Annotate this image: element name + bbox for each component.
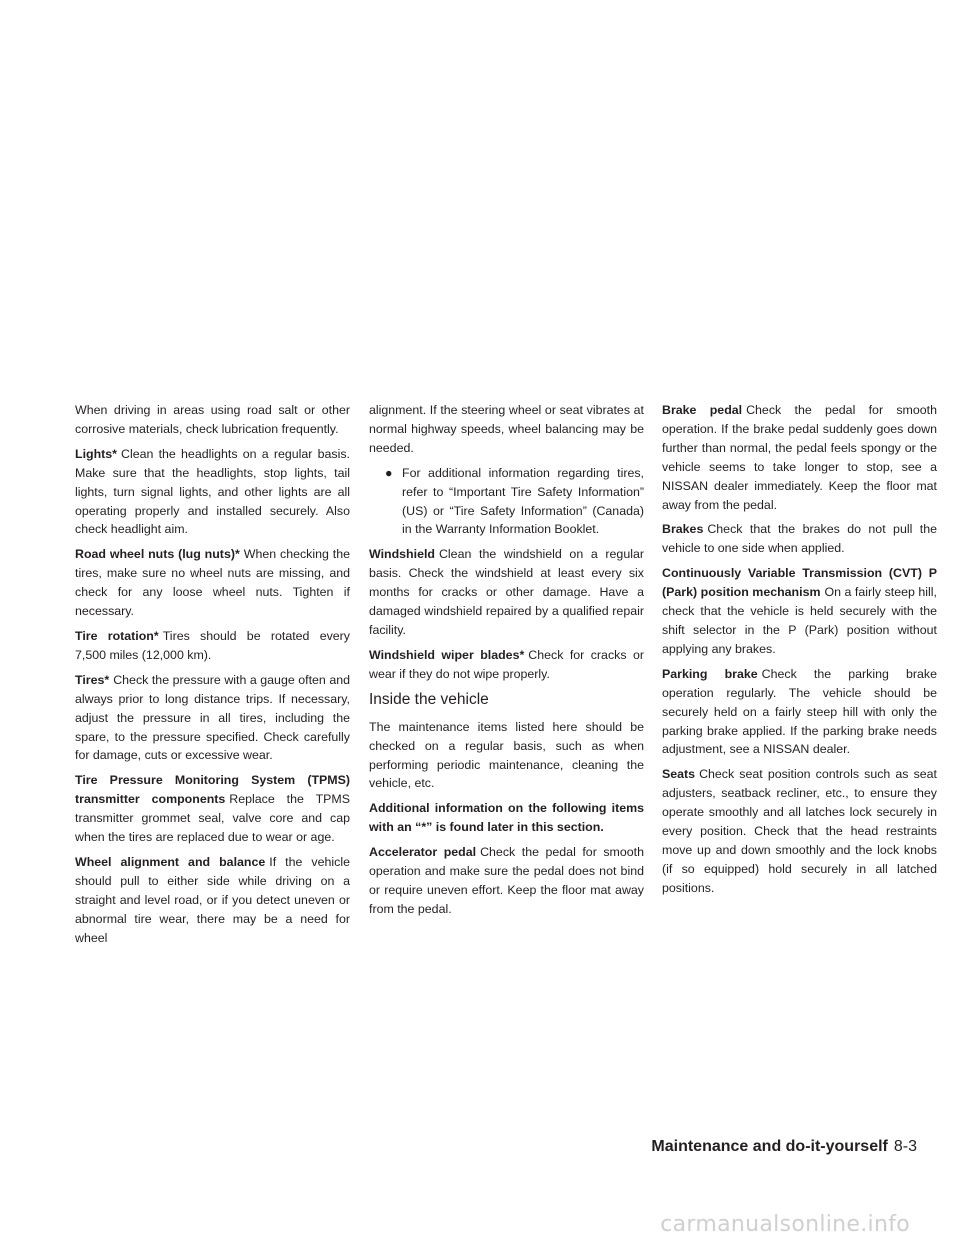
section-intro: The maintenance items listed here should be checked on a regular basis, such as when performing periodic maintenance, cleaning the vehicle, etc.: [369, 719, 644, 791]
item-tpms: [75, 771, 350, 847]
item-text: Check the pressure with a gauge often and always prior to long distance trips. If necessary, adjust the pressure in all tires, including the spare, to the pressure specified. Check carefully for damage, cuts or excessive wear.: [75, 672, 350, 763]
continued-paragraph: alignment. If the steering wheel or seat vibrates at normal highway speeds, wheel balancing may be needed.: [369, 403, 644, 455]
item-heading: Windshield: [369, 547, 435, 562]
item-tire-rotation: [75, 627, 350, 665]
item-text: Check the parking brake operation regularly. The vehicle should be securely held on a fairly steep hill with only the parking brake applied. If the parking brake needs adjustment, see a NISSAN dealer.: [662, 666, 937, 757]
item-heading: Windshield wiper blades*: [369, 647, 525, 662]
item-text: Replace the TPMS transmitter grommet seal, valve core and cap when the tires are replaced due to wear or age.: [75, 792, 350, 845]
item-heading: Seats: [662, 767, 696, 782]
column-3: [662, 401, 937, 904]
item-cvt-park: [662, 564, 937, 659]
page-footer: [651, 1138, 917, 1156]
bullet-icon: ●: [385, 465, 393, 480]
item-tires: [75, 671, 350, 766]
watermark: carmanualsonline.info: [660, 1212, 910, 1237]
item-heading: Wheel alignment and balance: [75, 854, 266, 869]
page-number: 8-3: [893, 1138, 917, 1155]
item-heading: Parking brake: [662, 666, 758, 681]
item-heading: Accelerator pedal: [369, 845, 477, 860]
asterisk-note: Additional information on the following items with an “*” is found later in this section.: [369, 801, 644, 835]
item-text: Clean the headlights on a regular basis. Make sure that the headlights, stop lights, tail lights, turn signal lights, and other lights are all operating properly and installed securely. Also check headlight aim.: [75, 446, 350, 537]
intro-paragraph: When driving in areas using road salt or other corrosive materials, check lubrication frequently.: [75, 403, 350, 436]
section-title: Maintenance and do-it-yourself: [651, 1138, 888, 1155]
item-text: Check the pedal for smooth operation and make sure the pedal does not bind or require uneven effort. Keep the floor mat away from the pedal.: [369, 845, 644, 916]
item-text: Check seat position controls such as seat adjusters, seatback recliner, etc., to ensure they operate smoothly and all latches lock securely in every position. Check that the head restraints move up and down smoothly and the lock knobs (if so equipped) hold securely in all latched positions.: [662, 767, 937, 895]
item-text: Check the pedal for smooth operation. If the brake pedal suddenly goes down further than normal, the pedal feels spongy or the vehicle seems to take longer to stop, see a NISSAN dealer immediately. Keep the floor mat away from the pedal.: [662, 403, 937, 512]
item-lights: [75, 445, 350, 540]
item-heading: Tire rotation*: [75, 628, 159, 643]
item-wiper-blades: [369, 646, 644, 684]
section-heading: Inside the vehicle: [369, 690, 489, 708]
item-heading: Tires*: [75, 672, 110, 687]
item-heading: Lights*: [75, 446, 117, 461]
item-text: Check that the brakes do not pull the vehicle to one side when applied.: [662, 522, 937, 556]
item-text: On a fairly steep hill, check that the vehicle is held securely with the shift selector in the P (Park) position without applying any brakes.: [662, 585, 937, 656]
item-parking-brake: [662, 665, 937, 760]
item-wheel-alignment: [75, 853, 350, 948]
column-2: [369, 401, 644, 925]
item-heading: Brakes: [662, 522, 704, 537]
item-heading: Road wheel nuts (lug nuts)*: [75, 547, 240, 562]
item-text: When checking the tires, make sure no wheel nuts are missing, and check for any loose wheel nuts. Tighten if necessary.: [75, 547, 350, 619]
bullet-text: For additional information regarding tires, refer to “Important Tire Safety Information” (US) or “Tire Safety Information” (Canada) in the Warranty Information Booklet.: [402, 465, 644, 537]
item-text: Check for cracks or wear if they do not wipe properly.: [369, 647, 644, 681]
item-brakes: [662, 520, 937, 558]
item-heading: Brake pedal: [662, 403, 743, 417]
item-brake-pedal: [662, 401, 937, 514]
item-accelerator-pedal: [369, 843, 644, 919]
column-1: [75, 401, 350, 953]
item-seats: [662, 765, 937, 897]
item-heading: Tire Pressure Monitoring System (TPMS) transmitter components: [75, 773, 350, 807]
item-road-wheel-nuts: [75, 545, 350, 621]
bullet-item: [369, 464, 644, 540]
item-text: If the vehicle should pull to either side while driving on a straight and level road, or if you detect uneven or abnormal tire wear, there may be a need for wheel: [75, 854, 350, 945]
item-text: Clean the windshield on a regular basis. Check the windshield at least every six months for cracks or other damage. Have a damaged windshield repaired by a qualified repair facility.: [369, 547, 644, 637]
item-heading: Continuously Variable Transmission (CVT) P (Park) position mechanism: [662, 566, 937, 600]
item-text: Tires should be rotated every 7,500 miles (12,000 km).: [75, 628, 350, 662]
item-windshield: [369, 545, 644, 640]
